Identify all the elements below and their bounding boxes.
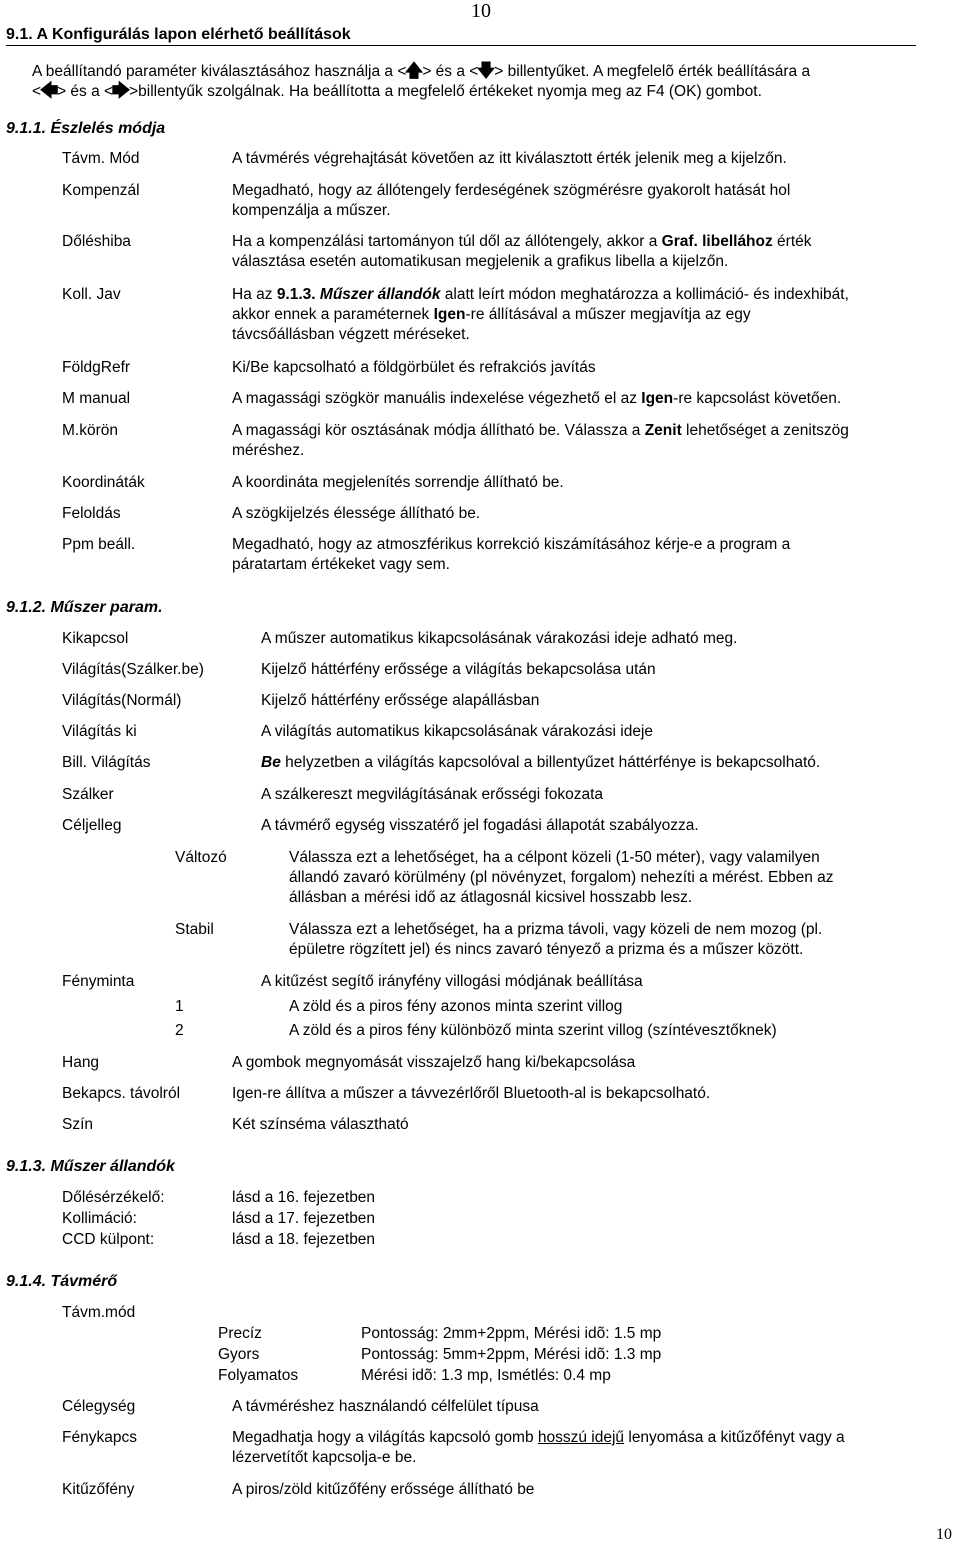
right-arrow-icon: 🡆 xyxy=(111,81,131,102)
desc-kollimacio: lásd a 17. fejezetben xyxy=(232,1210,376,1227)
desc-doleshiba: Ha a kompenzálási tartományon túl dől az állótengely, akkor a Graf. libellához érték választása esetén automatikusan megjelenik a grafikus libella a kijelzőn. xyxy=(232,233,812,270)
label-bill-vilagitas: Bill. Világítás xyxy=(62,754,151,771)
intro-paragraph: A beállítandó paraméter kiválasztásához használja a <🡅> és a <🡇> billentyűket. A megfelelõ érték beállítására a <🡄> és a <🡆>billentyűk szolgálnak. Ha beállította a megfelelő értékeket nyomja meg az F4 (OK) gombot. xyxy=(32,62,947,102)
desc-celegyseg: A távméréshez használandó célfelület típusa xyxy=(232,1398,539,1415)
label-foldgrefr: FöldgRefr xyxy=(62,359,131,376)
desc-kompenzal: Megadható, hogy az állótengely ferdeségének szögmérésre gyakorolt hatását hol kompenzálja a műszer. xyxy=(232,182,791,219)
label-kituzofeny: Kitűzőfény xyxy=(62,1481,135,1498)
left-arrow-icon: 🡄 xyxy=(39,81,59,102)
label-fenykapcs: Fénykapcs xyxy=(62,1429,137,1446)
page-number-top: 10 xyxy=(471,0,491,22)
label-fenyminta: Fényminta xyxy=(62,973,135,990)
desc-vilagitas-ki: A világítás automatikus kikapcsolásának várakozási ideje xyxy=(261,723,654,740)
label-doleserzekelo: Dőlésérzékelő: xyxy=(62,1189,165,1206)
label-celjelleg: Céljelleg xyxy=(62,817,122,834)
desc-folyamatos: Mérési idõ: 1.3 mp, Ismétlés: 0.4 mp xyxy=(361,1367,611,1384)
desc-hang: A gombok megnyomását visszajelző hang ki/bekapcsolása xyxy=(232,1054,636,1071)
label-ccd-kulpont: CCD külpont: xyxy=(62,1231,155,1248)
label-tavm-mod-2: Távm.mód xyxy=(62,1304,136,1321)
desc-m-koron: A magassági kör osztásának módja állítható be. Válassza a Zenit lehetőséget a zenitszög méréshez. xyxy=(232,422,849,459)
label-kompenzal: Kompenzál xyxy=(62,182,140,199)
label-folyamatos: Folyamatos xyxy=(218,1367,299,1384)
desc-ccd-kulpont: lásd a 18. fejezetben xyxy=(232,1231,376,1248)
desc-valtozo: Válassza ezt a lehetőséget, ha a célpont közeli (1-50 méter), vagy valamilyen állandó zavaró körülmény (pl növényzet, forgalom) nehezíti a mérést. Ebben az állásban a mérési idő az átlagosnál kicsivel hosszabb lesz. xyxy=(289,849,834,906)
label-valtozo: Változó xyxy=(175,849,227,866)
label-option-2: 2 xyxy=(175,1022,184,1039)
desc-feloldas: A szögkijelzés élessége állítható be. xyxy=(232,505,481,522)
label-hang: Hang xyxy=(62,1054,100,1071)
label-option-1: 1 xyxy=(175,998,184,1015)
section-title: 9.1. A Konfigurálás lapon elérhető beállítások xyxy=(6,26,351,43)
heading-9-1-4: 9.1.4. Távmérő xyxy=(6,1273,118,1290)
label-vilagitas-szalker: Világítás(Szálker.be) xyxy=(62,661,204,678)
desc-bill-vilagitas: Be helyzetben a világítás kapcsolóval a billentyűzet háttérfénye is bekapcsolható. xyxy=(261,754,821,771)
label-szalker: Szálker xyxy=(62,786,114,803)
desc-option-1: A zöld és a piros fény azonos minta szerint villog xyxy=(289,998,623,1015)
down-arrow-icon: 🡇 xyxy=(477,61,496,82)
desc-koll-jav: Ha az 9.1.3. Műszer állandók alatt leírt módon meghatározza a kollimáció- és indexhibát, akkor ennek a paraméternek Igen-re állításával a műszer megjavítja az egy távcsőállásban végzett méréseket. xyxy=(232,286,849,343)
label-gyors: Gyors xyxy=(218,1346,260,1363)
label-koll-jav: Koll. Jav xyxy=(62,286,121,303)
desc-fenykapcs: Megadhatja hogy a világítás kapcsoló gomb hosszú idejű lenyomása a kitűzőfényt vagy a lézervetítőt kapcsolja-e be. xyxy=(232,1429,845,1466)
desc-ppm-beall: Megadható, hogy az atmoszférikus korrekció kiszámításához kérje-e a program a páratartam értékeket vagy sem. xyxy=(232,536,791,573)
heading-9-1-1: 9.1.1. Észlelés módja xyxy=(6,120,166,137)
label-koordinatak: Koordináták xyxy=(62,474,145,491)
label-celegyseg: Célegység xyxy=(62,1398,136,1415)
desc-koordinatak: A koordináta megjelenítés sorrendje állítható be. xyxy=(232,474,564,491)
desc-szin: Két színséma választható xyxy=(232,1116,409,1133)
desc-m-manual: A magassági szögkör manuális indexelése végezhető el az Igen-re kapcsolást követően. xyxy=(232,390,842,407)
label-vilagitas-normal: Világítás(Normál) xyxy=(62,692,182,709)
label-stabil: Stabil xyxy=(175,921,214,938)
label-vilagitas-ki: Világítás ki xyxy=(62,723,137,740)
desc-kituzofeny: A piros/zöld kitűzőfény erőssége állítható be xyxy=(232,1481,535,1498)
desc-gyors: Pontosság: 5mm+2ppm, Mérési idõ: 1.3 mp xyxy=(361,1346,662,1363)
desc-vilagitas-szalker: Kijelző háttérfény erőssége a világítás bekapcsolása után xyxy=(261,661,656,678)
page-number-bottom: 10 xyxy=(936,1526,952,1543)
desc-fenyminta: A kitűzést segítő irányfény villogási módjának beállítása xyxy=(261,973,643,990)
desc-stabil: Válassza ezt a lehetőséget, ha a prizma távoli, vagy közeli de nem mozog (pl. épületre rögzített jel) és nincs zavaró tényező a prizma és a műszer között. xyxy=(289,921,823,958)
desc-vilagitas-normal: Kijelző háttérfény erőssége alapállásban xyxy=(261,692,540,709)
label-m-manual: M manual xyxy=(62,390,131,407)
heading-9-1-3: 9.1.3. Műszer állandók xyxy=(6,1158,175,1175)
label-ppm-beall: Ppm beáll. xyxy=(62,536,136,553)
label-kollimacio: Kollimáció: xyxy=(62,1210,137,1227)
label-feloldas: Feloldás xyxy=(62,505,121,522)
desc-bekapcs-tavolrol: Igen-re állítva a műszer a távvezérlőről Bluetooth-al is bekapcsolható. xyxy=(232,1085,711,1102)
desc-doleserzekelo: lásd a 16. fejezetben xyxy=(232,1189,376,1206)
label-doleshiba: Dőléshiba xyxy=(62,233,131,250)
desc-kikapcsol: A műszer automatikus kikapcsolásának várakozási ideje adható meg. xyxy=(261,630,738,647)
label-bekapcs-tavolrol: Bekapcs. távolról xyxy=(62,1085,181,1102)
label-precz: Precíz xyxy=(218,1325,262,1342)
desc-tavm-mod: A távmérés végrehajtását követően az itt kiválasztott érték jelenik meg a kijelzőn. xyxy=(232,150,787,167)
title-rule xyxy=(6,45,916,46)
heading-9-1-2: 9.1.2. Műszer param. xyxy=(6,599,163,616)
desc-celjelleg: A távmérő egység visszatérő jel fogadási állapotát szabályozza. xyxy=(261,817,699,834)
label-m-koron: M.körön xyxy=(62,422,118,439)
desc-option-2: A zöld és a piros fény különböző minta szerint villog (színtévesztőknek) xyxy=(289,1022,777,1039)
label-szin: Szín xyxy=(62,1116,94,1133)
label-kikapcsol: Kikapcsol xyxy=(62,630,129,647)
desc-szalker: A szálkereszt megvilágításának erősségi fokozata xyxy=(261,786,604,803)
up-arrow-icon: 🡅 xyxy=(405,61,424,82)
label-tavm-mod: Távm. Mód xyxy=(62,150,140,167)
desc-foldgrefr: Ki/Be kapcsolható a földgörbület és refrakciós javítás xyxy=(232,359,596,376)
desc-precz: Pontosság: 2mm+2ppm, Mérési idõ: 1.5 mp xyxy=(361,1325,662,1342)
